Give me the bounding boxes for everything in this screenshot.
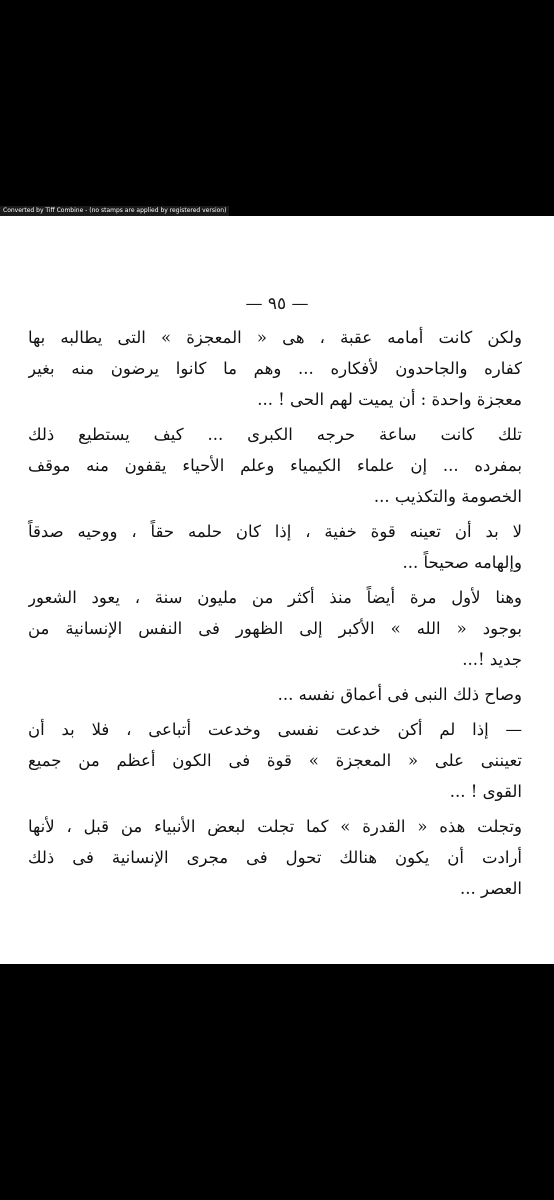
paragraph-6 bbox=[28, 714, 522, 807]
page-number: — ٩٥ — bbox=[245, 294, 309, 314]
text-line: بمفرده ... إن علماء الكيمياء وعلم الأحياء يقفون منه موقف bbox=[28, 456, 522, 475]
text-line: وإلهامه صحيحاً ... bbox=[402, 553, 522, 572]
text-line: الخصومة والتكذيب ... bbox=[373, 487, 522, 506]
text-line: العصر ... bbox=[460, 879, 522, 898]
text-line: تلك كانت ساعة حرجه الكبرى ... كيف يستطيع ذلك bbox=[28, 425, 522, 444]
text-line: القوى ! ... bbox=[449, 782, 522, 801]
paragraph-1 bbox=[28, 322, 522, 415]
text-line: ولكن كانت أمامه عقبة ، هى « المعجزة » التى يطالبه بها bbox=[28, 328, 522, 347]
text-line: بوجود « الله » الأكبر إلى الظهور فى النفس الإنسانية من bbox=[28, 619, 522, 638]
text-line: تعيننى على « المعجزة » قوة فى الكون أعظم من جميع bbox=[28, 751, 522, 770]
converter-watermark: Converted by Tiff Combine - (no stamps are applied by registered version) bbox=[0, 206, 229, 216]
paragraph-5 bbox=[28, 679, 522, 710]
book-page[interactable] bbox=[0, 216, 554, 964]
text-line: — إذا لم أكن خدعت نفسى وخدعت أتباعى ، فلا بد أن bbox=[28, 720, 522, 739]
paragraph-4 bbox=[28, 582, 522, 675]
text-line: وصاح ذلك النبى فى أعماق نفسه ... bbox=[277, 685, 522, 704]
text-line: أرادت أن يكون هنالك تحول فى مجرى الإنسانية فى ذلك bbox=[28, 848, 522, 867]
paragraph-7 bbox=[28, 811, 522, 904]
text-line: معجزة واحدة : أن يميت لهم الحى ! ... bbox=[257, 390, 522, 409]
paragraph-2 bbox=[28, 419, 522, 512]
text-line: لا بد أن تعينه قوة خفية ، إذا كان حلمه حقاً ، ووحيه صدقاً bbox=[28, 522, 522, 541]
text-line: جديد !... bbox=[462, 650, 522, 669]
text-line: وتجلت هذه « القدرة » كما تجلت لبعض الأنبياء من قبل ، لأنها bbox=[28, 817, 522, 836]
text-line: كفاره والجاحدون لأفكاره ... وهم ما كانوا يرضون منه بغير bbox=[28, 359, 522, 378]
text-line: وهنا لأول مرة أيضاً منذ أكثر من مليون سنة ، يعود الشعور bbox=[28, 588, 522, 607]
page-text bbox=[28, 322, 522, 908]
paragraph-3 bbox=[28, 516, 522, 578]
